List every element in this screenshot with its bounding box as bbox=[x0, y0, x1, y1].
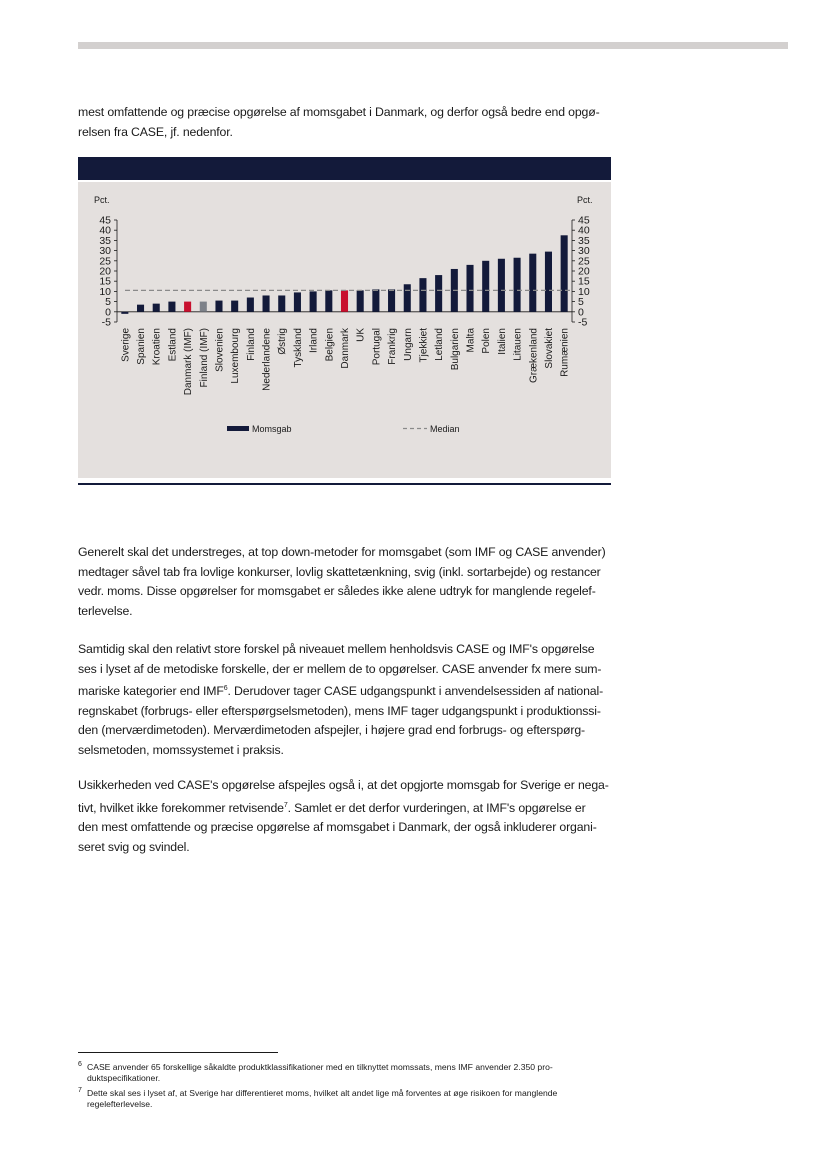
x-tick-label: Rumænien bbox=[559, 328, 571, 377]
x-tick-label: Ungarn bbox=[402, 328, 414, 361]
intro-paragraph bbox=[78, 103, 612, 142]
legend-median: Median bbox=[430, 424, 460, 434]
left-tick-label: 40 bbox=[99, 224, 111, 237]
x-tick-label: Danmark bbox=[340, 328, 351, 369]
bar-letland bbox=[435, 275, 442, 312]
x-tick-label: Spanien bbox=[136, 328, 148, 365]
x-tick-label: Irland bbox=[308, 328, 320, 354]
left-tick-label: 25 bbox=[99, 255, 111, 268]
right-tick-label: 15 bbox=[578, 275, 590, 288]
x-tick-label: Nederlandene bbox=[261, 328, 273, 391]
x-tick-label: Slovenien bbox=[214, 328, 226, 372]
right-tick-label: 10 bbox=[578, 285, 590, 298]
bar-kroatien bbox=[153, 304, 160, 312]
bar-finland bbox=[247, 298, 254, 312]
x-tick-label: Luxembourg bbox=[230, 328, 242, 384]
footnote-7 bbox=[78, 1085, 618, 1111]
right-tick-label: 5 bbox=[578, 296, 584, 309]
p3-line-2-start: tivt, hvilket ikke forekommer retvisende bbox=[78, 800, 284, 815]
paragraph-1 bbox=[78, 543, 612, 621]
footnote-6 bbox=[78, 1059, 618, 1085]
bar-irland bbox=[310, 291, 317, 311]
p1-line-4: terlevelse. bbox=[78, 603, 133, 618]
bar-spanien bbox=[137, 305, 144, 312]
intro-line-1: mest omfattende og præcise opgørelse af momsgabet i Danmark, og derfor også bedre end opgø- bbox=[78, 105, 600, 119]
p2-line-3-end: . Derudover tager CASE udgangspunkt i anvendelsessiden af national- bbox=[227, 684, 604, 699]
bar-rumænien bbox=[561, 235, 568, 311]
right-tick-label: 20 bbox=[578, 265, 590, 278]
p2-line-4: regnskabet (forbrugs- eller efterspørgselsmetoden), mens IMF tager udgangspunkt i produktionssi- bbox=[78, 703, 601, 718]
right-tick-label: 45 bbox=[578, 214, 590, 227]
p3-line-3: den mest omfattende og præcise opgørelse af momsgabet i Danmark, der også inkluderer organi- bbox=[78, 820, 597, 835]
bar-ungarn bbox=[404, 284, 411, 312]
x-tick-label: Østrig bbox=[277, 328, 289, 355]
p3-line-1: Usikkerheden ved CASE's opgørelse afspejles også i, at det opgjorte momsgab for Sverige er nega- bbox=[78, 778, 609, 792]
x-tick-label: Italien bbox=[496, 328, 508, 355]
footnote-7-number: 7 bbox=[78, 1087, 82, 1094]
left-tick-label: 20 bbox=[99, 265, 111, 278]
footnote-7-line-1: Dette skal ses i lyset af, at Sverige har differentieret moms, hvilket alt andet lige må forventes at øge risikoen for manglende bbox=[87, 1087, 558, 1098]
right-tick-label: 30 bbox=[578, 245, 590, 258]
vat-gap-chart bbox=[78, 180, 611, 484]
p2-line-2: ses i lyset af de metodiske forskelle, der er mellem de to opgørelser. CASE anvender fx mere sum- bbox=[78, 661, 602, 676]
chart-bottom-rule bbox=[78, 483, 611, 485]
right-axis-unit: Pct. bbox=[577, 195, 593, 205]
x-tick-label: Tjekkiet bbox=[418, 328, 430, 363]
bar-tjekkiet bbox=[419, 278, 426, 312]
bar-østrig bbox=[278, 295, 285, 311]
p1-line-1: Generelt skal det understreges, at top down-metoder for momsgabet (som IMF og CASE anvender) bbox=[78, 545, 606, 559]
left-axis-unit: Pct. bbox=[94, 195, 110, 205]
x-tick-label: Slovakiet bbox=[543, 328, 555, 369]
p3-line-4: seret svig og svindel. bbox=[78, 839, 190, 854]
chart-panel bbox=[78, 180, 611, 484]
legend-momsgab: Momsgab bbox=[252, 424, 292, 434]
x-tick-label: Portugal bbox=[371, 328, 383, 366]
legend-bar-swatch bbox=[227, 426, 249, 431]
footnote-ref-6[interactable]: 6 bbox=[223, 685, 228, 693]
bar-slovakiet bbox=[545, 252, 552, 312]
x-tick-label: Finland bbox=[245, 328, 257, 361]
footnote-6-number: 6 bbox=[78, 1061, 82, 1068]
bar-frankrig bbox=[388, 289, 395, 311]
x-tick-label: Bulgarien bbox=[449, 328, 461, 371]
x-tick-label: Polen bbox=[481, 328, 493, 354]
bar-tyskland bbox=[294, 292, 301, 311]
header-rule bbox=[78, 42, 788, 49]
left-tick-label: 15 bbox=[99, 275, 111, 288]
bar-belgien bbox=[325, 290, 332, 311]
bar-estland bbox=[168, 302, 175, 312]
left-tick-label: 10 bbox=[99, 285, 111, 298]
left-tick-label: 30 bbox=[99, 245, 111, 258]
right-tick-label: 25 bbox=[578, 255, 590, 268]
bar-portugal bbox=[372, 289, 379, 311]
left-tick-label: -5 bbox=[101, 316, 111, 329]
p2-line-3-start: mariske kategorier end IMF bbox=[78, 684, 224, 699]
right-tick-label: 35 bbox=[578, 234, 590, 247]
p1-line-3: vedr. moms. Disse opgørelser for momsgabet er således ikke alene udtryk for manglende regelef- bbox=[78, 584, 596, 599]
footnote-ref-7[interactable]: 7 bbox=[283, 801, 288, 809]
chart-header-band bbox=[78, 157, 611, 180]
bar-finland-imf bbox=[200, 302, 207, 312]
bar-nederlandene bbox=[263, 295, 270, 311]
intro-line-2: relsen fra CASE, jf. nedenfor. bbox=[78, 124, 233, 139]
footnote-rule bbox=[78, 1052, 278, 1053]
x-tick-label: Sverige bbox=[120, 328, 132, 362]
right-tick-label: 40 bbox=[578, 224, 590, 237]
bar-grækenland bbox=[529, 254, 536, 312]
x-tick-label: Danmark (IMF) bbox=[183, 328, 195, 396]
bar-luxembourg bbox=[231, 301, 238, 312]
left-tick-label: 0 bbox=[105, 306, 111, 319]
x-tick-label: Kroatien bbox=[151, 328, 163, 366]
paragraph-2 bbox=[78, 640, 612, 761]
x-tick-label: UK bbox=[355, 328, 367, 342]
p2-line-1: Samtidig skal den relativt store forskel på niveauet mellem henholdsvis CASE og IMF's opgørelse bbox=[78, 642, 595, 656]
left-tick-label: 35 bbox=[99, 234, 111, 247]
x-tick-label: Estland bbox=[167, 328, 179, 362]
x-tick-label: Frankrig bbox=[387, 328, 399, 365]
p2-line-6: selsmetoden, momssystemet i praksis. bbox=[78, 743, 284, 758]
bar-polen bbox=[482, 261, 489, 312]
bar-malta bbox=[466, 265, 473, 312]
x-tick-label: Finland (IMF) bbox=[198, 328, 210, 388]
footnote-6-line-1: CASE anvender 65 forskellige såkaldte produktklassifikationer med en tilknyttet momssats, mens IMF anvender 2.350 pro- bbox=[87, 1061, 553, 1072]
bar-uk bbox=[357, 290, 364, 311]
x-tick-label: Belgien bbox=[324, 328, 336, 362]
left-tick-label: 5 bbox=[105, 296, 111, 309]
p2-line-5: den (merværdimetoden). Merværdimetoden afspejler, i højere grad end forbrugs- og efterspørg- bbox=[78, 723, 585, 738]
p3-line-2-end: . Samlet er det derfor vurderingen, at IMF's opgørelse er bbox=[287, 800, 586, 815]
bar-slovenien bbox=[215, 301, 222, 312]
x-tick-label: Grækenland bbox=[528, 328, 540, 384]
x-tick-label: Litauen bbox=[512, 328, 524, 361]
x-tick-label: Malta bbox=[465, 328, 477, 353]
bar-danmark bbox=[341, 290, 348, 311]
right-tick-label: 0 bbox=[578, 306, 584, 319]
bar-sverige bbox=[121, 312, 128, 314]
left-tick-label: 45 bbox=[99, 214, 111, 227]
paragraph-3 bbox=[78, 776, 612, 857]
footnote-7-line-2: regelefterlevelse. bbox=[87, 1099, 153, 1110]
p1-line-2: medtager såvel tab fra lovlige konkurser, lovlig skattetænkning, svig (inkl. sortarbejde) og restancer bbox=[78, 564, 601, 579]
bar-litauen bbox=[514, 258, 521, 312]
bar-danmark-imf bbox=[184, 302, 191, 312]
footnote-6-line-2: duktspecifikationer. bbox=[87, 1073, 161, 1084]
right-tick-label: -5 bbox=[578, 316, 588, 329]
bar-italien bbox=[498, 259, 505, 312]
x-tick-label: Letland bbox=[434, 328, 446, 361]
x-tick-label: Tyskland bbox=[292, 328, 304, 368]
